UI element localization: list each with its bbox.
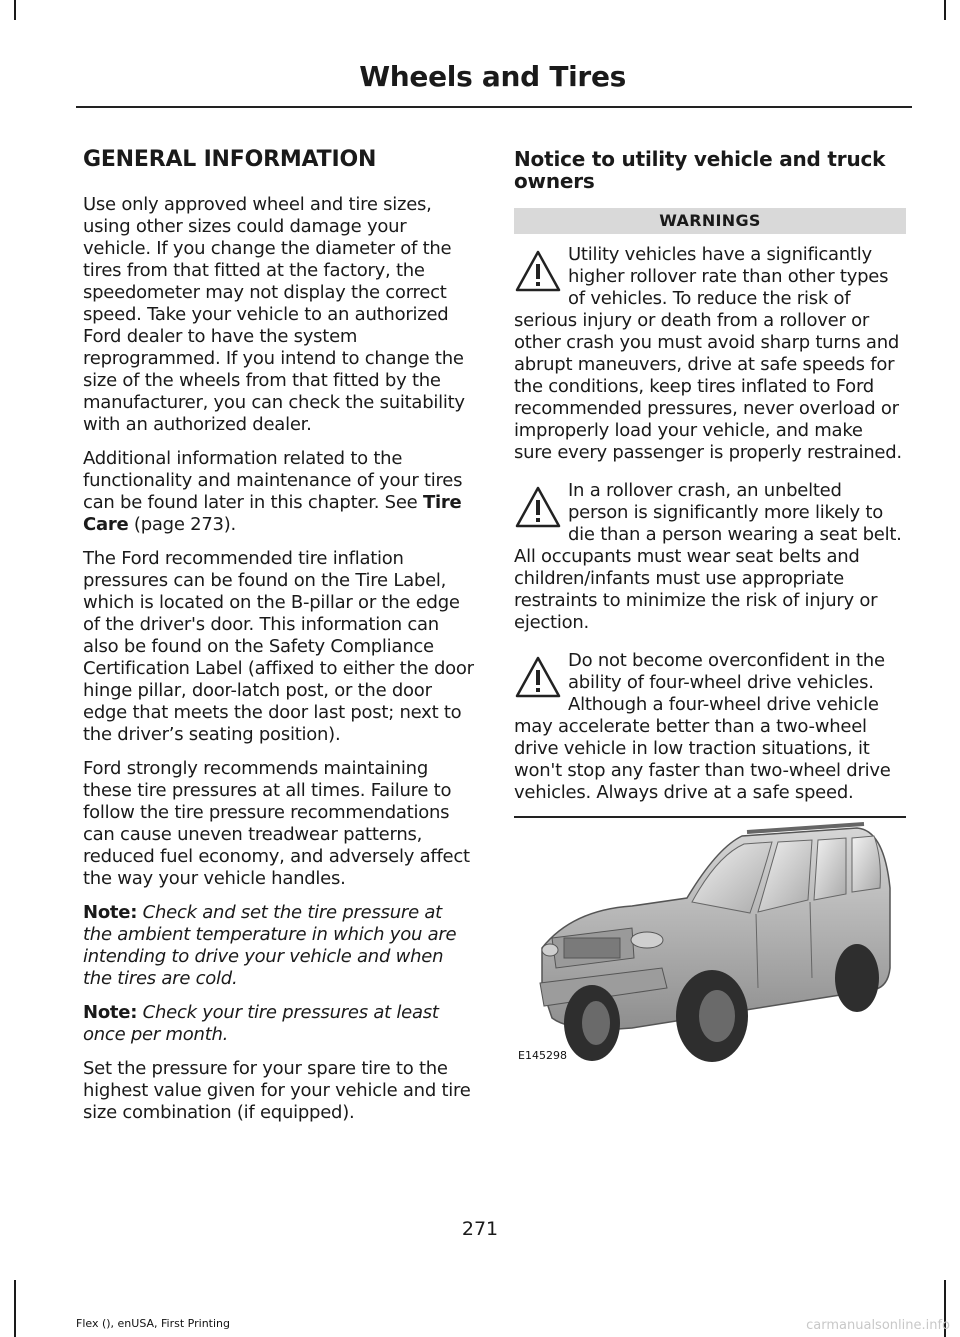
paragraph: Ford strongly recommends maintaining these tire pressures at all times. Failure to follow the tire pressure recommendations can cause uneven treadwear patterns, reduced fuel economy, and adversely affect the way your vehicle handles.	[83, 758, 470, 889]
note	[83, 902, 476, 990]
tire-care-link[interactable]: Tire Care	[83, 492, 462, 535]
section-heading: GENERAL INFORMATION	[83, 147, 377, 172]
note-label: Note:	[83, 1002, 138, 1023]
warning-text: Do not become overconfident in the ability of four-wheel drive vehicles. Although a four-wheel drive vehicle may accelerate better than a two-wheel drive vehicle in low traction situations, it won't stop any faster than two-wheel drive vehicles. Always drive at a safe speed.	[514, 650, 891, 803]
note-text: Check your tire pressures at least once per month.	[83, 1002, 439, 1045]
warning-text: Utility vehicles have a significantly higher rollover rate than other types of vehicles. To reduce the risk of serious injury or death from a rollover or other crash you must avoid sharp turns and abrupt maneuvers, drive at safe speeds for the conditions, keep tires inflated to Ford recommended pressures, never overload or improperly load your vehicle, and make sure every passenger is properly restrained.	[514, 244, 902, 463]
figure-code: E145298	[518, 1049, 567, 1062]
paragraph: The Ford recommended tire inflation pressures can be found on the Tire Label, which is located on the B-pillar or the edge of the driver's door. This information can also be found on the Safety Compliance Certification Label (affixed to either the door hinge pillar, door-latch post, or the door edge that meets the door last post; next to the driver’s seating position).	[83, 548, 474, 745]
page-title: Wheels and Tires	[359, 60, 626, 93]
page-number: 271	[461, 1218, 499, 1240]
warning-item	[514, 650, 906, 804]
paragraph-with-link	[83, 448, 476, 536]
right-column	[514, 146, 906, 818]
warning-text: In a rollover crash, an unbelted person is significantly more likely to die than a person wearing a seat belt. All occupants must wear seat belts and children/infants must use appropriate restraints to minimize the risk of injury or ejection.	[514, 480, 902, 633]
suv-illustration	[512, 818, 902, 1068]
warning-triangle-icon	[514, 484, 562, 532]
page-reference: (page 273).	[128, 514, 236, 535]
watermark: carmanualsonline.info	[806, 1318, 950, 1333]
subsection-heading: Notice to utility vehicle and truck owners	[514, 147, 886, 193]
crop-mark	[14, 0, 16, 20]
warning-triangle-icon	[514, 248, 562, 296]
header-divider	[76, 106, 912, 108]
warning-item	[514, 244, 906, 464]
left-column	[83, 146, 476, 1136]
warning-triangle-icon	[514, 654, 562, 702]
warnings-header: WARNINGS	[514, 208, 906, 234]
paragraph: Use only approved wheel and tire sizes, using other sizes could damage your vehicle. If you change the diameter of the tires from that fitted at the factory, the speedometer may not display the correct speed. Take your vehicle to an authorized Ford dealer to have the system reprogrammed. If you intend to change the size of the wheels from that fitted by the manufacturer, you can check the suitability with an authorized dealer.	[83, 194, 465, 435]
crop-mark	[14, 1280, 16, 1337]
note-label: Note:	[83, 902, 138, 923]
paragraph: Set the pressure for your spare tire to the highest value given for your vehicle and tire size combination (if equipped).	[83, 1058, 471, 1123]
warning-item	[514, 480, 906, 634]
footer-text: Flex (), enUSA, First Printing	[76, 1317, 230, 1330]
note-text: Check and set the tire pressure at the ambient temperature in which you are intending to drive your vehicle and when the tires are cold.	[83, 902, 457, 989]
note	[83, 1002, 476, 1046]
crop-mark	[944, 0, 946, 20]
paragraph-text: Additional information related to the functionality and maintenance of your tires can be found later in this chapter. See	[83, 448, 463, 513]
